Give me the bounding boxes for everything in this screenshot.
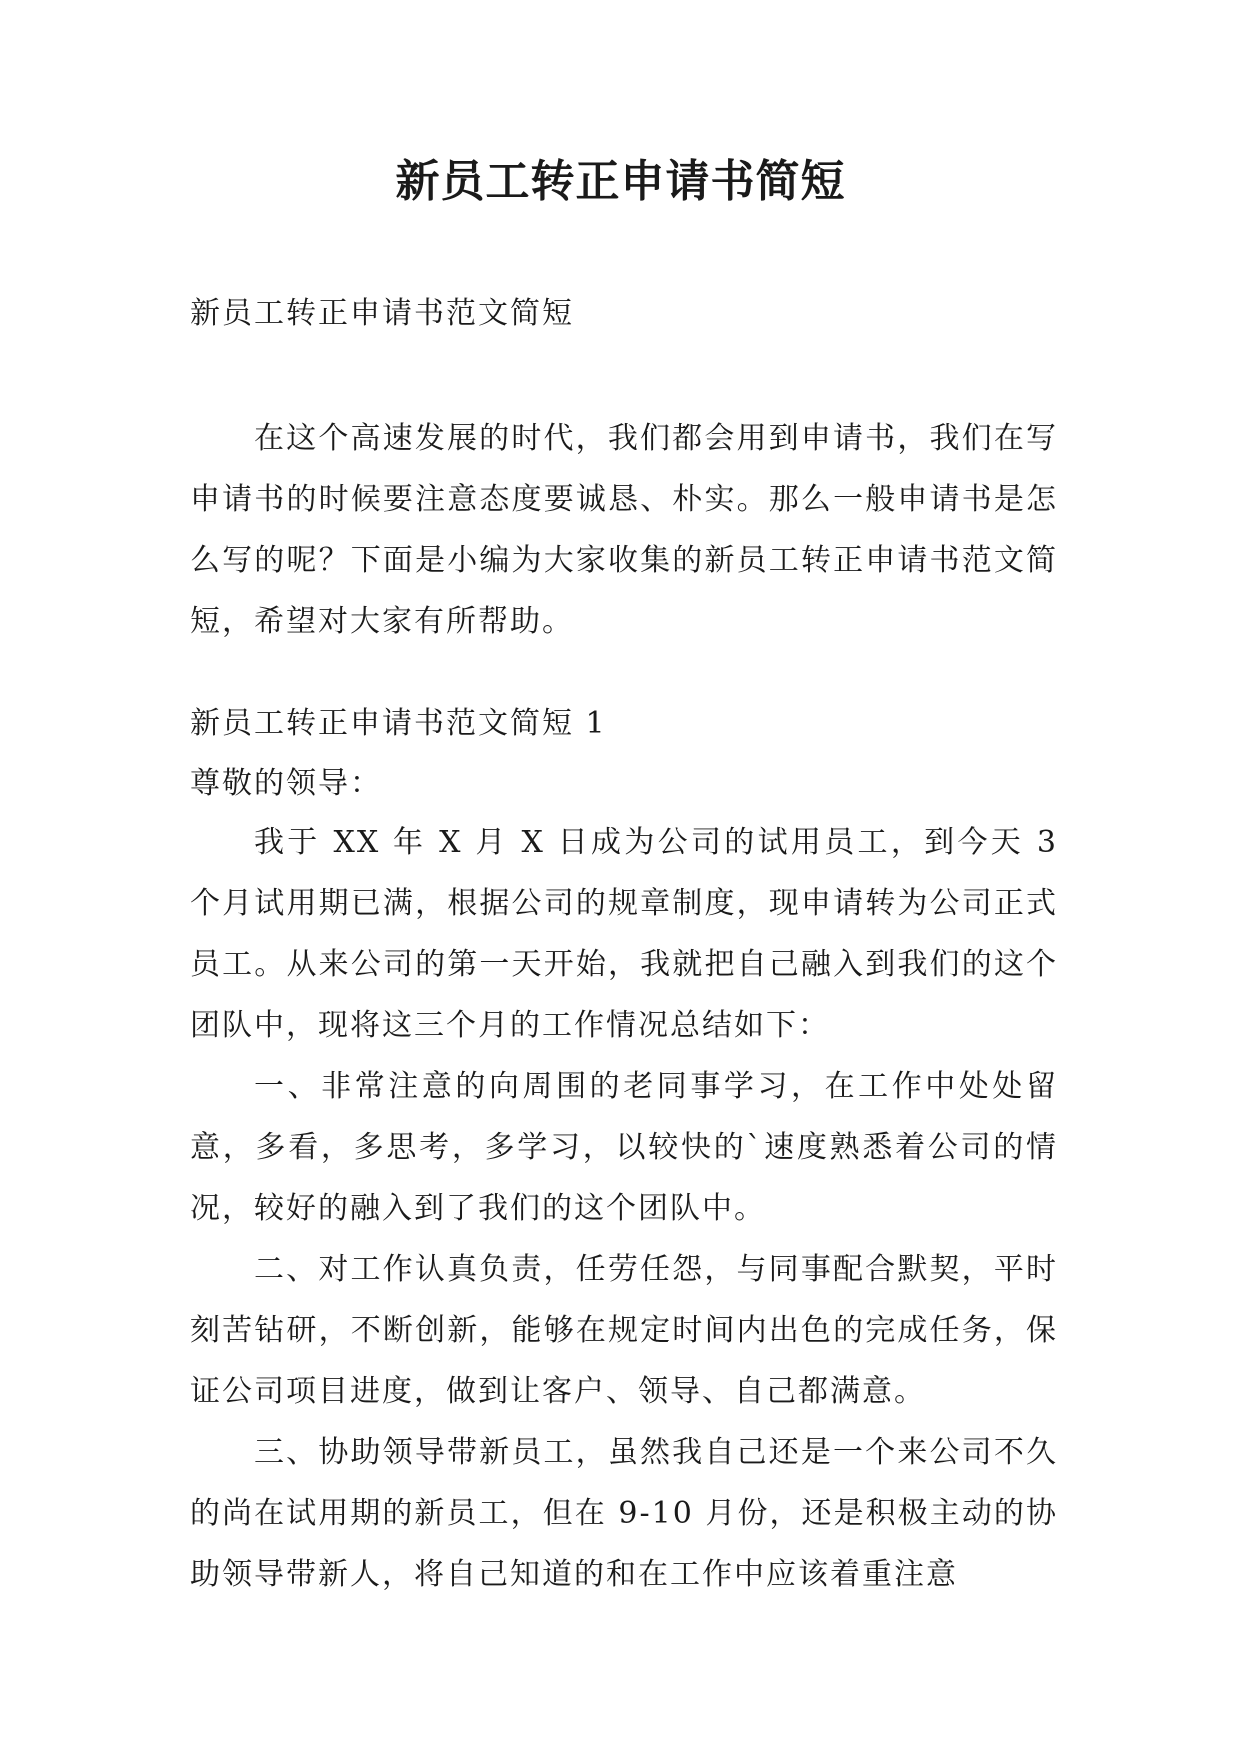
salutation: 尊敬的领导： [190, 766, 382, 801]
letter-body [190, 812, 1058, 1605]
intro-block [190, 408, 1058, 652]
section-heading: 新员工转正申请书范文简短 1 [190, 706, 607, 741]
body-paragraph-1: 我于 XX 年 X 月 X 日成为公司的试用员工，到今天 3 个月试用期已满，根据公司的规章制度，现申请转为公司正式员工。从来公司的第一天开始，我就把自己融入到我们的这个团队中，现将这三个月的工作情况总结如下： [190, 825, 1058, 1043]
document-title: 新员工转正申请书简短 [395, 156, 846, 207]
body-paragraph-4: 三、协助领导带新员工，虽然我自己还是一个来公司不久的尚在试用期的新员工，但在 9-10 月份，还是积极主动的协助领导带新人，将自己知道的和在工作中应该着重注意 [190, 1435, 1058, 1592]
body-paragraph-2: 一、非常注意的向周围的老同事学习，在工作中处处留意，多看，多思考，多学习，以较快的`速度熟悉着公司的情况，较好的融入到了我们的这个团队中。 [190, 1069, 1058, 1226]
document-subtitle: 新员工转正申请书范文简短 [190, 296, 574, 331]
intro-paragraph: 在这个高速发展的时代，我们都会用到申请书，我们在写申请书的时候要注意态度要诚恳、朴实。那么一般申请书是怎么写的呢？下面是小编为大家收集的新员工转正申请书范文简短，希望对大家有所帮助。 [190, 421, 1058, 639]
body-paragraph-3: 二、对工作认真负责，任劳任怨，与同事配合默契，平时刻苦钻研，不断创新，能够在规定时间内出色的完成任务，保证公司项目进度，做到让客户、领导、自己都满意。 [190, 1252, 1058, 1409]
